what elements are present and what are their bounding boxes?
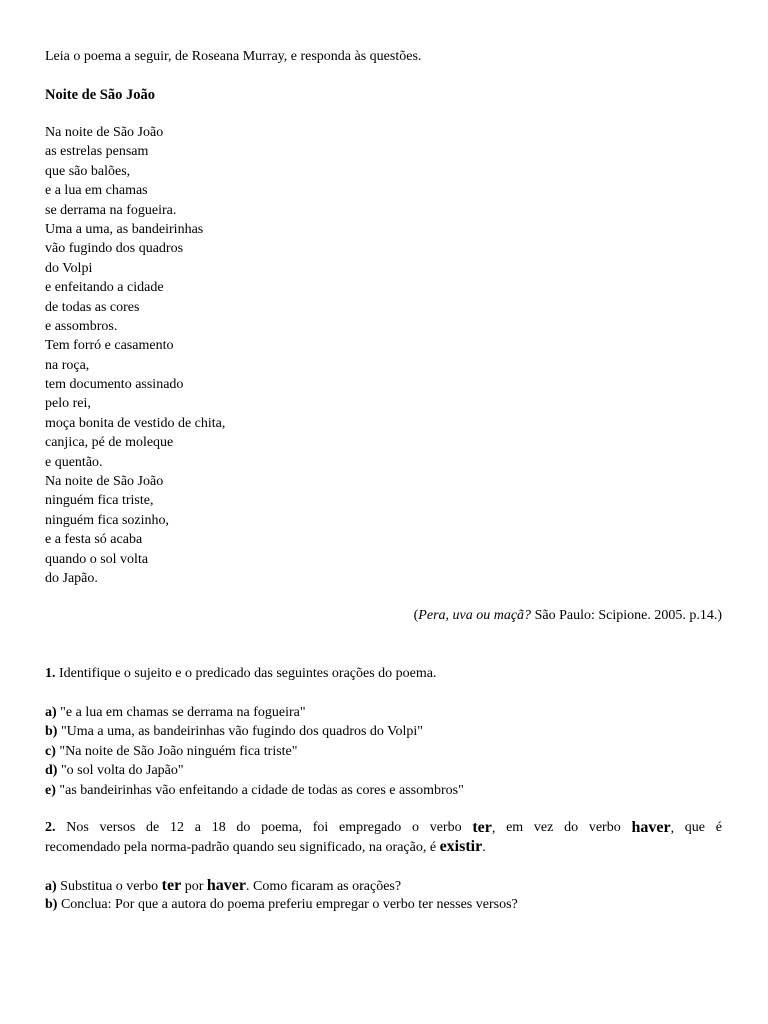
word: , xyxy=(491,821,496,836)
word: poema, xyxy=(261,820,302,835)
poem-line: de todas as cores xyxy=(45,299,140,315)
item-a-ter: ter xyxy=(161,877,182,894)
intro-text: Leia o poema a seguir, de Roseana Murray, e responda às questões. xyxy=(45,49,422,64)
question-2-line-2 xyxy=(45,837,722,856)
item-a-text-2: por xyxy=(181,879,207,894)
word: verbo xyxy=(588,820,621,835)
item-letter: c) xyxy=(45,743,56,759)
word: do xyxy=(564,820,579,835)
poem-title: Noite de São João xyxy=(45,87,155,103)
word: vez xyxy=(533,820,554,835)
item-a-text-1: Substitua o verbo xyxy=(56,879,162,894)
item-b-text: Conclua: Por que a autora do poema preferiu empregar o verbo ter nesses versos? xyxy=(57,897,518,913)
item-text: "Uma a uma, as bandeirinhas vão fugindo dos quadros do Volpi" xyxy=(57,724,423,740)
item-letter: b) xyxy=(45,724,58,740)
poem-line: as estrelas pensam xyxy=(45,144,149,160)
word: o xyxy=(411,820,419,835)
poem-line: pelo rei, xyxy=(45,396,91,412)
item-letter: e) xyxy=(45,782,56,798)
poem-line: que são balões, xyxy=(45,163,131,179)
item-text: "e a lua em chamas se derrama na fogueira" xyxy=(56,705,306,720)
word-group xyxy=(430,818,462,837)
poem-line: e a lua em chamas xyxy=(45,183,148,199)
poem-line: e assombros. xyxy=(45,318,118,334)
poem-line: se derrama na fogueira. xyxy=(45,202,177,218)
word: empregado xyxy=(339,820,402,835)
word-group xyxy=(472,818,495,837)
poem-body xyxy=(45,123,722,588)
poem-line: Tem forró e casamento xyxy=(45,338,174,354)
word: do xyxy=(236,820,251,835)
question-2-items xyxy=(45,876,722,915)
poem-line: do Volpi xyxy=(45,260,93,276)
poem-line: ninguém fica sozinho, xyxy=(45,512,170,528)
question-1-item xyxy=(45,761,722,780)
word: 18 xyxy=(211,820,226,835)
word: é xyxy=(715,820,722,835)
word: foi xyxy=(312,820,329,835)
item-text: "as bandeirinhas vão enfeitando a cidade de todas as cores e assombros" xyxy=(55,782,464,798)
item-text: "Na noite de São João ninguém fica triste" xyxy=(55,743,298,759)
question-2-number: 2. xyxy=(45,820,56,835)
poem-line: do Japão. xyxy=(45,570,98,586)
word-group xyxy=(631,818,674,837)
question-2-line-2-end: . xyxy=(482,840,486,856)
question-1-items xyxy=(45,703,722,800)
poem-line: moça bonita de vestido de chita, xyxy=(45,415,226,431)
source-open: ( xyxy=(413,608,419,623)
question-1-item xyxy=(45,722,722,741)
source-rest: São Paulo: Scipione. 2005. p.14.) xyxy=(531,608,722,623)
question-1-text: Identifique o sujeito e o predicado das seguintes orações do poema. xyxy=(55,666,437,681)
word: Nos xyxy=(66,820,89,835)
question-1-item xyxy=(45,742,722,761)
question-2 xyxy=(45,818,722,857)
item-b-letter: b) xyxy=(45,897,58,913)
item-letter: a) xyxy=(45,705,57,720)
verb-existir: existir xyxy=(439,838,483,856)
poem-line: quando o sol volta xyxy=(45,551,149,567)
word: de xyxy=(146,820,160,835)
verb-ter: ter xyxy=(472,819,492,836)
poem-line: ninguém fica triste, xyxy=(45,493,154,509)
question-1-item xyxy=(45,781,722,800)
question-1 xyxy=(45,664,722,683)
word: verbo xyxy=(429,820,462,835)
question-1-item xyxy=(45,703,722,722)
poem-line: e quentão. xyxy=(45,454,103,470)
word: em xyxy=(506,820,524,835)
question-2-item-b xyxy=(45,895,722,914)
word: versos xyxy=(99,820,136,835)
poem-line: Na noite de São João xyxy=(45,125,164,140)
poem-line: e a festa só acaba xyxy=(45,532,143,548)
word: a xyxy=(194,820,201,835)
verb-haver: haver xyxy=(631,819,671,836)
poem-line: vão fugindo dos quadros xyxy=(45,241,184,257)
item-a-letter: a) xyxy=(45,879,57,894)
question-2-item-a xyxy=(45,876,722,895)
poem-line: Uma a uma, as bandeirinhas xyxy=(45,221,204,237)
poem-line: e enfeitando a cidade xyxy=(45,280,164,296)
poem-line: tem documento assinado xyxy=(45,377,184,393)
word: 12 xyxy=(170,820,184,835)
item-text: "o sol volta do Japão" xyxy=(57,763,184,779)
poem-line: canjica, pé de moleque xyxy=(45,435,174,451)
item-a-text-3: . Como ficaram as orações? xyxy=(245,879,402,894)
word: que xyxy=(684,820,706,835)
question-2-line-1 xyxy=(45,818,722,837)
poem-line: Na noite de São João xyxy=(45,474,164,490)
poem-line: na roça, xyxy=(45,357,90,373)
word: , xyxy=(670,821,675,836)
item-a-haver: haver xyxy=(206,877,246,894)
source-book: Pera, uva ou maçã? xyxy=(418,608,532,623)
question-1-number: 1. xyxy=(45,666,56,681)
poem-source xyxy=(414,606,722,625)
question-2-line-2-text: recomendado pela norma-padrão quando seu significado, na oração, é xyxy=(45,840,440,856)
item-letter: d) xyxy=(45,763,58,779)
